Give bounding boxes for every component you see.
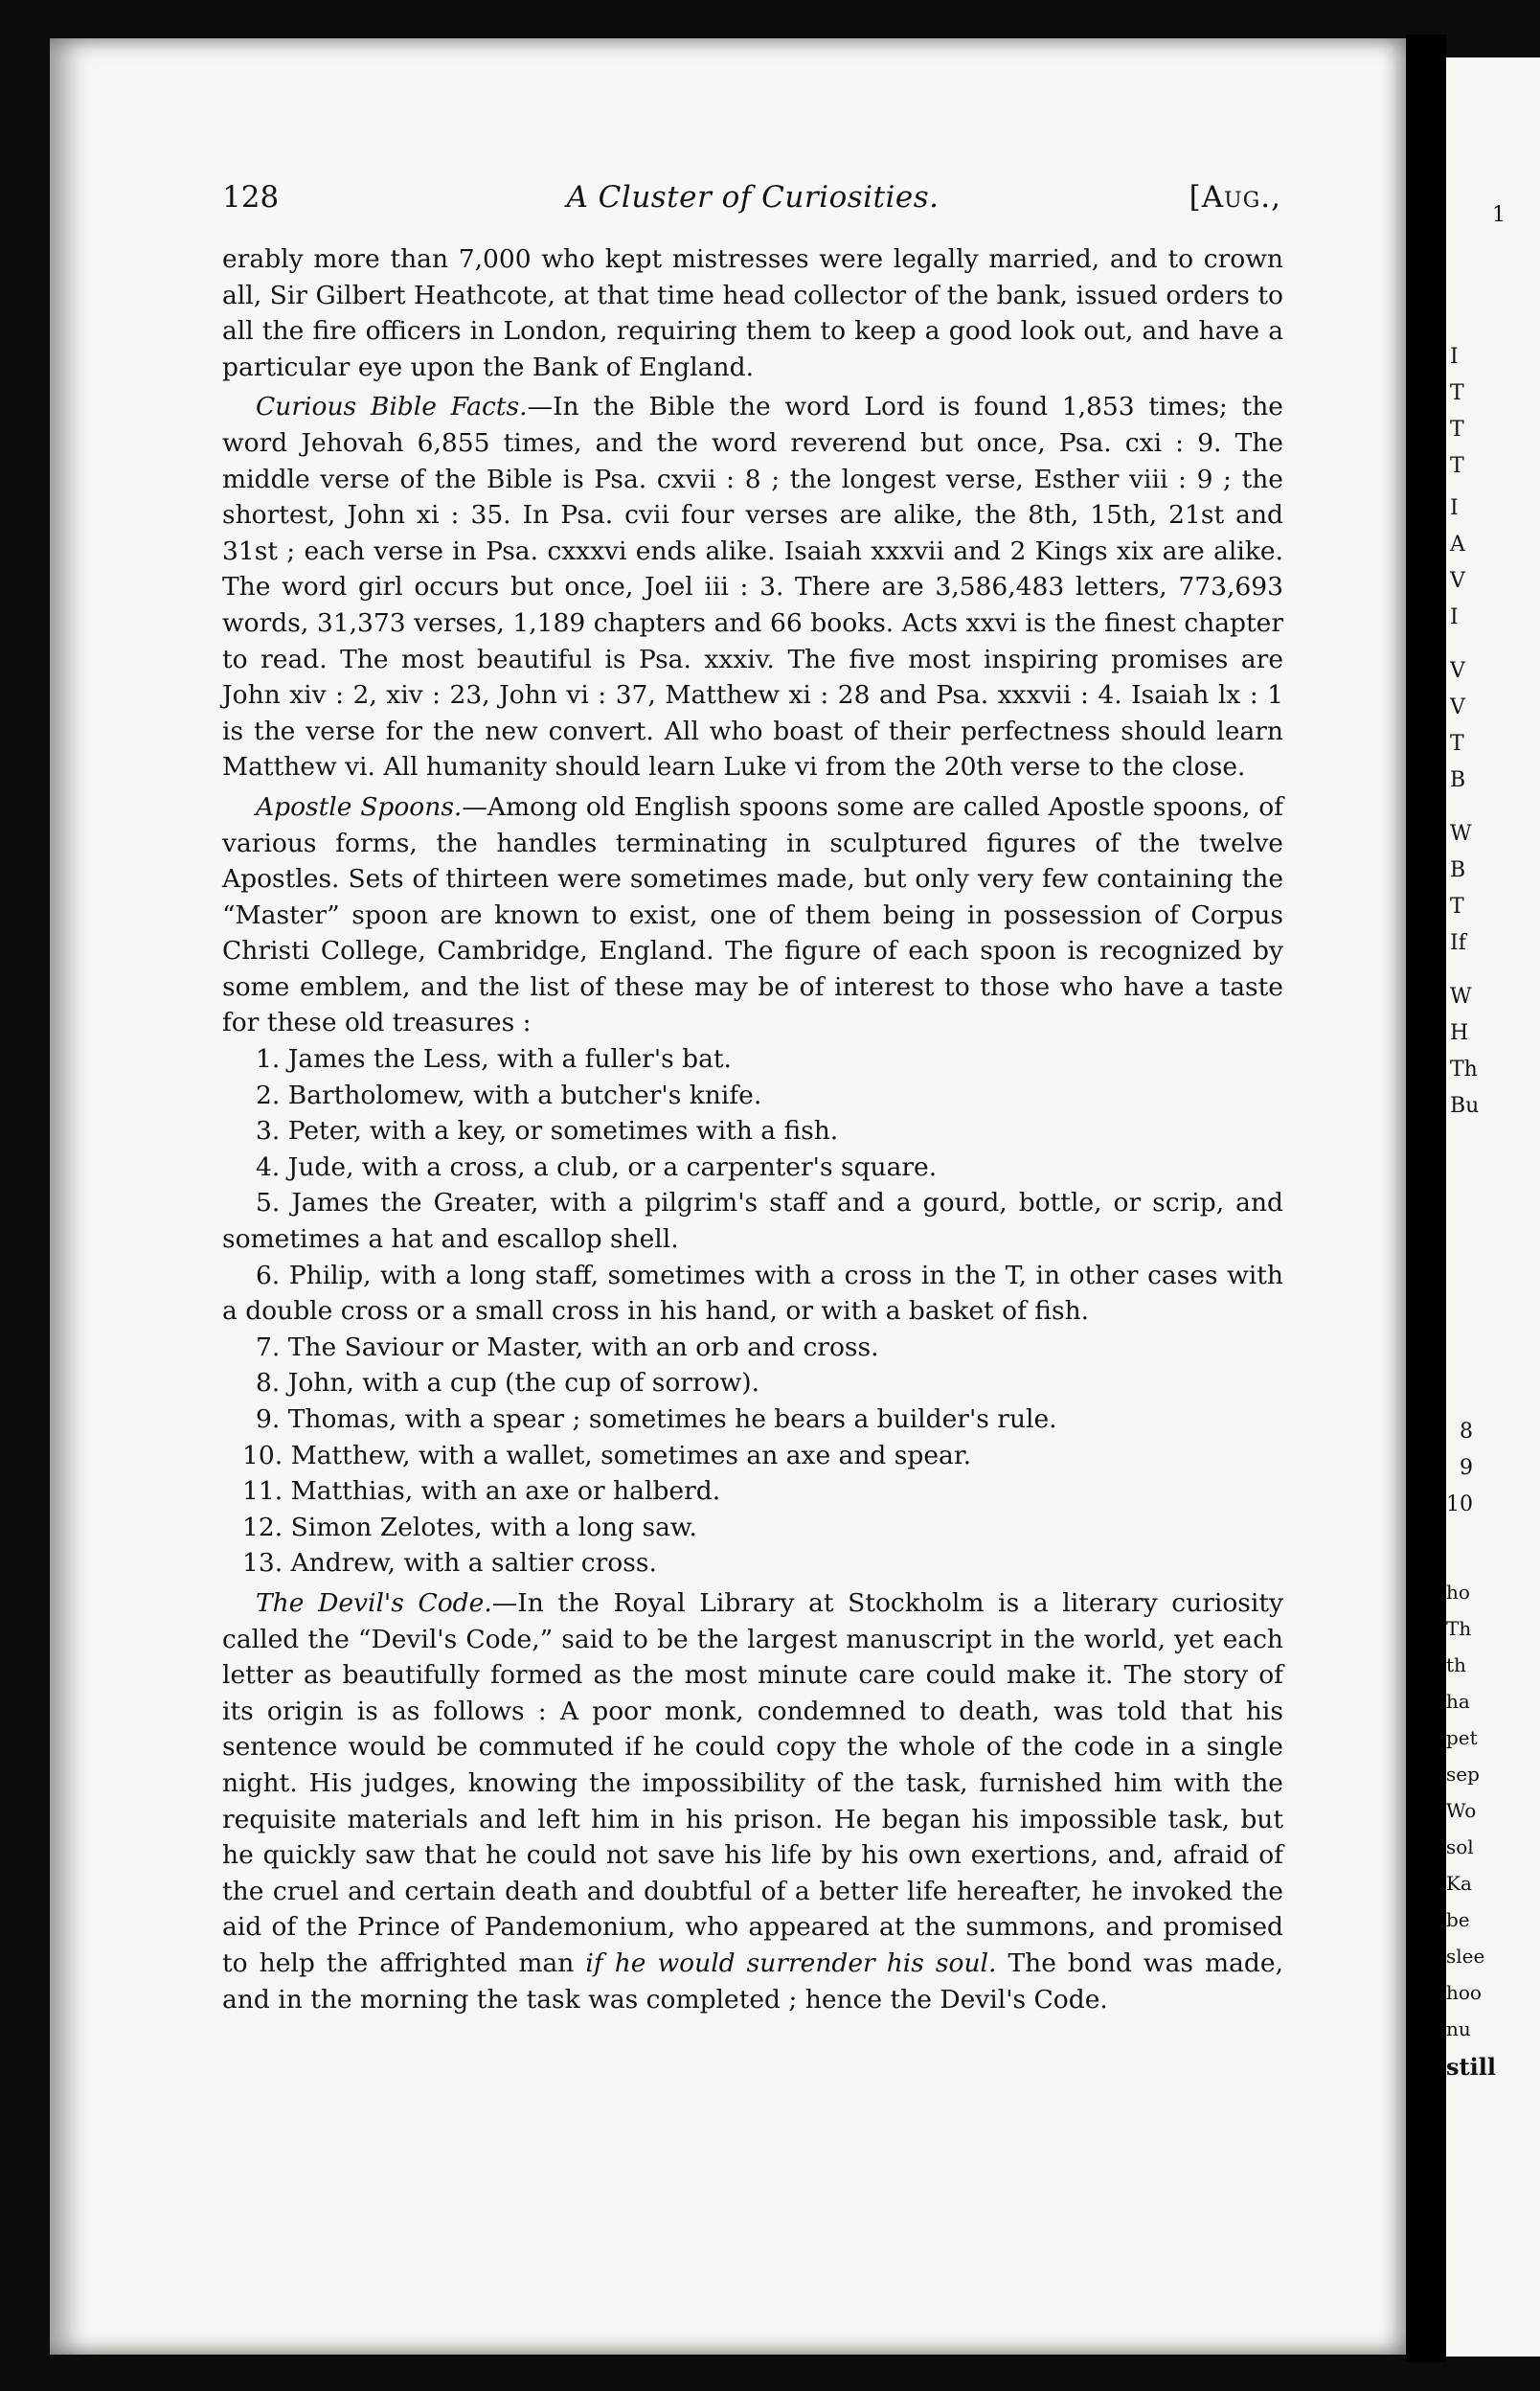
facing-fragment: W — [1450, 985, 1472, 1009]
facing-fragment: 8 — [1460, 1420, 1473, 1444]
month-label: Aug., — [1201, 180, 1281, 215]
item-number: 9. — [256, 1404, 281, 1434]
facing-fragment: 9 — [1460, 1456, 1473, 1480]
item-text: James the Less, with a fuller's bat. — [287, 1044, 732, 1075]
item-number: 5. — [256, 1188, 281, 1218]
item-text: Simon Zelotes, with a long saw. — [290, 1512, 697, 1542]
list-item — [222, 1078, 1283, 1114]
facing-fragment: still — [1446, 2053, 1496, 2081]
item-text: Andrew, with a saltier cross. — [290, 1548, 657, 1579]
running-head: A Cluster of Curiosities. — [566, 180, 940, 215]
facing-fragment: T — [1450, 381, 1464, 405]
list-item — [222, 1330, 1283, 1366]
facing-fragment: H — [1450, 1021, 1469, 1045]
facing-fragment: pet — [1446, 1726, 1478, 1749]
item-text: Jude, with a cross, a club, or a carpenter's square. — [287, 1151, 938, 1182]
item-number: 8. — [256, 1368, 281, 1399]
item-text: The Saviour or Master, with an orb and cross. — [287, 1332, 879, 1362]
facing-fragment: Ka — [1446, 1872, 1472, 1895]
list-item — [222, 1545, 1283, 1582]
page-gutter — [1406, 34, 1446, 2362]
item-number: 12. — [242, 1512, 283, 1542]
page-content — [222, 178, 1283, 2017]
apostle-list — [222, 1041, 1283, 1582]
item-number: 4. — [256, 1151, 281, 1182]
facing-fragment: I — [1450, 345, 1459, 369]
item-number: 13. — [242, 1548, 283, 1579]
article-body — [222, 241, 1283, 2017]
facing-fragment: slee — [1446, 1945, 1485, 1968]
facing-fragment: I — [1450, 605, 1459, 629]
item-number: 6. — [256, 1260, 281, 1290]
item-text: John, with a cup (the cup of sorrow). — [287, 1368, 760, 1399]
facing-fragment: th — [1446, 1653, 1466, 1676]
list-item — [222, 1113, 1283, 1150]
paragraph-text: —In the Bible the word Lord is found 1,853 times; the word Jehovah 6,855 times, and the word reverend but once, Psa. cxi : 9. The middle verse of the Bible is Psa. cxvii : 8 ; the longest verse, Esther viii : 9 ; the shortest, John xi : 35. In Psa. cvii four verses are alike, the 8th, 15th, 21st and 31st ; each verse in Psa. cxxxvi ends alike. Isaiah xxxvii and 2 Kings xix are alike. The word girl occurs but once, Joel iii : 3. There are 3,586,483 letters, 773,693 words, 31,373 verses, 1,189 chapters and 66 books. Acts xxvi is the finest chapter to read. The most beautiful is Psa. xxxiv. The five most inspiring promises are John xiv : 2, xiv : 23, John vi : 37, Matthew xi : 28 and Psa. xxxvii : 4. Isaiah lx : 1 is the verse for the new convert. All who boast of their perfectness should learn Matthew vi. All humanity should learn Luke vi from the 20th verse to the close. — [222, 392, 1283, 783]
paragraph-apostle-spoons — [222, 789, 1283, 1041]
facing-fragment: nu — [1446, 2017, 1471, 2040]
facing-fragment: T — [1450, 732, 1464, 756]
facing-fragment: be — [1446, 1908, 1470, 1931]
section-title: Apostle Spoons. — [256, 791, 463, 822]
item-number: 11. — [242, 1476, 283, 1507]
facing-fragment: A — [1450, 533, 1465, 557]
paragraph-bible-facts — [222, 389, 1283, 786]
list-item — [222, 1438, 1283, 1474]
facing-fragment: T — [1450, 418, 1464, 442]
list-item — [222, 1041, 1283, 1078]
facing-fragment: B — [1450, 768, 1466, 792]
list-item — [222, 1365, 1283, 1401]
facing-fragment: hoo — [1446, 1981, 1482, 2004]
item-text: Philip, with a long staff, sometimes with a cross in the T, in other cases with a double cross or a small cross in his hand, or with a basket of fish. — [222, 1260, 1283, 1327]
facing-fragment: V — [1450, 695, 1465, 719]
item-number: 2. — [256, 1080, 281, 1110]
paragraph-devils-code — [222, 1585, 1283, 2017]
item-text: Matthias, with an axe or halberd. — [290, 1476, 721, 1507]
item-number: 3. — [256, 1116, 281, 1147]
item-text: Peter, with a key, or sometimes with a fish. — [287, 1116, 839, 1147]
item-text: Thomas, with a spear ; sometimes he bears a builder's rule. — [287, 1404, 1057, 1434]
month-header — [1189, 178, 1281, 216]
paragraph-italic-text: if he would surrender his soul. — [585, 1947, 997, 1978]
facing-fragment: I — [1450, 496, 1459, 520]
facing-fragment: Th — [1446, 1617, 1472, 1640]
section-title: The Devil's Code. — [256, 1587, 492, 1618]
page-header — [222, 178, 1283, 216]
facing-fragment: sol — [1446, 1835, 1474, 1858]
paragraph-text: —Among old English spoons some are called Apostle spoons, of various forms, the handles terminating in sculptured figures of the twelve Apostles. Sets of thirteen were sometimes made, but only very few containing the “Master” spoon are known to exist, one of them being in possession of Corpus Christi College, Cambridge, England. The figure of each spoon is recognized by some emblem, and the list of these may be of interest to those who have a taste for these old treasures : — [222, 791, 1283, 1038]
facing-fragment: ha — [1446, 1690, 1470, 1713]
list-item — [222, 1185, 1283, 1257]
list-item — [222, 1473, 1283, 1510]
facing-fragment: Wo — [1446, 1799, 1477, 1822]
facing-fragment: ho — [1446, 1581, 1470, 1604]
facing-fragment: T — [1450, 454, 1464, 478]
paragraph-continued: erably more than 7,000 who kept mistresses were legally married, and to crown all, Sir Gilbert Heathcote, at that time head collector of the bank, issued orders to all the fire officers in London, requiring them to keep a good look out, and have a particular eye upon the Bank of England. — [222, 244, 1283, 382]
facing-fragment: B — [1450, 858, 1466, 882]
facing-fragment: sep — [1446, 1763, 1480, 1786]
item-text: James the Greater, with a pilgrim's staff and a gourd, bottle, or scrip, and sometimes a hat and escallop shell. — [222, 1188, 1283, 1255]
facing-fragment: Th — [1450, 1058, 1478, 1082]
item-text: Matthew, with a wallet, sometimes an axe and spear. — [290, 1440, 972, 1470]
list-item — [222, 1401, 1283, 1438]
paragraph-text: —In the Royal Library at Stockholm is a literary curiosity called the “Devil's Code,” said to be the largest manuscript in the world, yet each letter as beautifully formed as the most minute care could make it. The story of its origin is as follows : A poor monk, condemned to death, was told that his sentence would be commuted if he could copy the whole of the code in a single night. His judges, knowing the impossibility of the task, furnished him with the requisite materials and left him in his prison. He began his impossible task, but he quickly saw that he could not save his life by his own exertions, and, afraid of the cruel and certain death and doubtful of a better life hereafter, he invoked the aid of the Prince of Pandemonium, who appeared at the summons, and promised to help the affrighted man — [222, 1587, 1284, 1978]
facing-fragment: V — [1450, 659, 1465, 683]
item-number: 10. — [242, 1440, 283, 1470]
month-bracket: [ — [1189, 180, 1202, 215]
list-item — [222, 1258, 1283, 1330]
facing-page-edge — [1446, 57, 1540, 2357]
item-number: 1. — [256, 1044, 281, 1075]
item-number: 7. — [256, 1332, 281, 1362]
facing-fragment: If — [1450, 931, 1466, 955]
item-text: Bartholomew, with a butcher's knife. — [287, 1080, 762, 1110]
facing-fragment: V — [1450, 569, 1465, 593]
facing-fragment: 1 — [1492, 203, 1506, 227]
facing-fragment: T — [1450, 895, 1464, 919]
section-title: Curious Bible Facts. — [256, 392, 528, 422]
page-number: 128 — [222, 180, 280, 215]
list-item — [222, 1150, 1283, 1186]
paragraph-text: The bond was made, and in the morning the task was completed ; hence the Devil's Code. — [222, 1947, 1283, 2015]
facing-fragment: W — [1450, 822, 1472, 846]
facing-fragment: Bu — [1450, 1094, 1480, 1118]
facing-fragment: 10 — [1446, 1492, 1473, 1516]
list-item — [222, 1510, 1283, 1546]
